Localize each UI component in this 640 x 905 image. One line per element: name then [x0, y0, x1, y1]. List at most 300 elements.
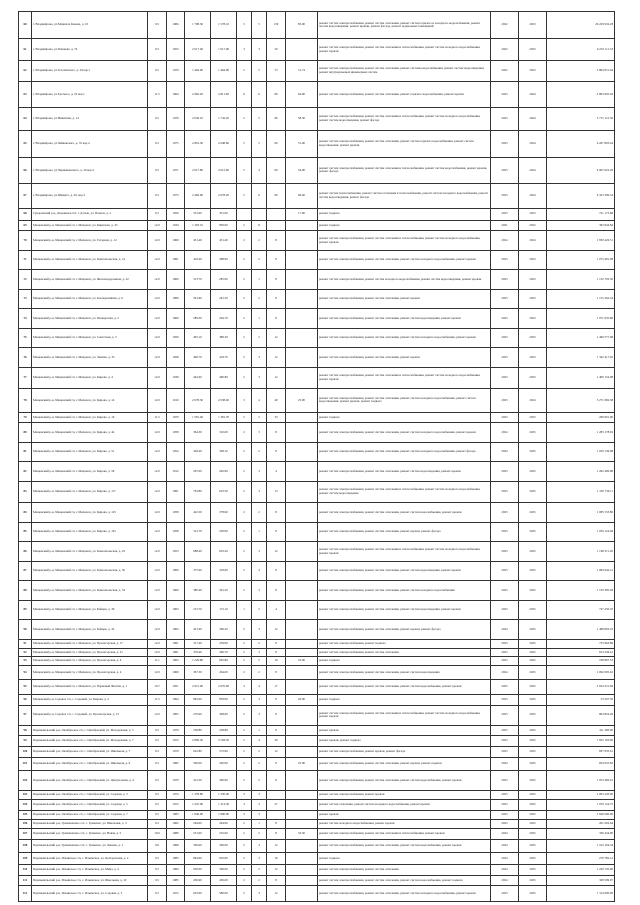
table-row — [19, 648, 615, 657]
address-cell: Перемышльский р-н, Ильинское с/п, с. Ильинское, ул. Центральная, д. 2 — [32, 853, 148, 865]
wall-cell: 6.5 — [148, 208, 167, 220]
table-row — [19, 853, 615, 865]
extra-area-cell — [286, 771, 318, 791]
entrances-cell: 1 — [252, 820, 267, 829]
address-cell: г. Владимiрово, ул.Маршала Конева, д. 10 — [32, 12, 148, 39]
end-year-cell: 2023 — [519, 348, 547, 368]
cost-cell: 721 173.68 — [547, 208, 615, 220]
living-area-cell: 1 350.00 — [211, 790, 237, 799]
start-year-cell: 2022 — [491, 39, 519, 60]
works-cell: ремонт систем электроснабжения, ремонт систем отопления — [318, 648, 491, 657]
entrances-cell: 6 — [252, 183, 267, 208]
floors-cell: 2 — [237, 542, 252, 562]
end-year-cell: 2025 — [519, 522, 547, 542]
row-number: 83 — [19, 481, 32, 502]
row-number: 109 — [19, 853, 32, 865]
address-cell: Мещовский р-н, Мещовский гп, г. Мещовск, ул. Кирова, д. 161 — [32, 522, 148, 542]
wall-cell: 12.0 — [148, 522, 167, 542]
start-year-cell: 2023 — [491, 799, 519, 811]
entrances-cell: 3 — [252, 423, 267, 443]
end-year-cell: 2025 — [519, 695, 547, 706]
entrances-cell: 3 — [252, 348, 267, 368]
floors-cell: 2 — [237, 231, 252, 251]
address-cell: Перемышльский р-н, Октябрьское с/п, с. Октябрьский, ул. Садовая, д. 5 — [32, 799, 148, 811]
floors-cell: 5 — [237, 60, 252, 81]
works-cell: ремонт систем электроснабжения, ремонт систем отопления, ремонт кровли, ремонт подвала — [318, 757, 491, 771]
wall-cell: 9.5 — [148, 864, 167, 875]
extra-area-cell — [286, 581, 318, 601]
works-cell: ремонт систем электроснабжения, ремонт систем отопления, ремонт кровли — [318, 348, 491, 368]
end-year-cell: 2025 — [519, 462, 547, 482]
end-year-cell: 2024 — [519, 130, 547, 157]
extra-area-cell: 64.00 — [286, 82, 318, 107]
floors-cell: 3 — [237, 799, 252, 811]
total-area-cell: 267.00 — [185, 462, 211, 482]
row-number: 112 — [19, 886, 32, 902]
cost-cell: 270 782.12 — [547, 853, 615, 865]
works-cell: ремонт систем электроснабжения, ремонт систем отопления, ремонт систем горячего водоснабжения, ремонт систем водоотведения, ремонт кровли — [318, 130, 491, 157]
residents-cell: 8 — [267, 695, 286, 706]
residents-cell: 8 — [267, 820, 286, 829]
year-built-cell: 1950 — [167, 208, 185, 220]
cost-cell: 733 964.89 — [547, 639, 615, 648]
table-row — [19, 811, 615, 820]
living-area-cell: 1 381.70 — [211, 412, 237, 423]
living-area-cell: 264.70 — [211, 309, 237, 329]
floors-cell — [237, 208, 252, 220]
total-area-cell: 2 078.30 — [185, 389, 211, 412]
address-cell: Мещовский р-н, Мещовский гп, г. Мещовск, ул. Комсомольская, д. 45 — [32, 542, 148, 562]
row-number: 111 — [19, 875, 32, 886]
row-number: 93 — [19, 657, 32, 666]
residents-cell: 90 — [267, 183, 286, 208]
cost-cell: 1 056 124.48 — [547, 522, 615, 542]
table-row — [19, 82, 615, 107]
extra-area-cell — [286, 875, 318, 886]
residents-cell: 96 — [267, 107, 286, 130]
floors-cell: 2 — [237, 771, 252, 791]
row-number: 106 — [19, 820, 32, 829]
cost-cell: 747 450.35 — [547, 600, 615, 620]
cost-cell: 3 804 051.64 — [547, 60, 615, 81]
wall-cell: 9.5 — [148, 736, 167, 747]
extra-area-cell — [286, 561, 318, 581]
cost-cell: 2 024 521.69 — [547, 679, 615, 695]
floors-cell: 2 — [237, 442, 252, 462]
extra-area-cell — [286, 820, 318, 829]
end-year-cell: 2023 — [519, 250, 547, 270]
address-cell: Перемышльский р-н, Октябрьское с/п, с. Октябрьский, ул. Школьная, д. 7 — [32, 746, 148, 757]
year-built-cell: 1960 — [167, 581, 185, 601]
table-row — [19, 695, 615, 706]
cost-cell: 1 075 481.08 — [547, 250, 615, 270]
year-built-cell: 1961 — [167, 639, 185, 648]
living-area-cell: 2 670.60 — [211, 679, 237, 695]
works-cell: ремонт систем электроснабжения, ремонт систем отопления, ремонт систем горячего и холодного водоснабжения, ремонт систем водоотведения, ремонт кровли, ремонт фасада, ремонт подвальных помещений — [318, 12, 491, 39]
start-year-cell: 2025 — [491, 679, 519, 695]
works-cell: ремонт систем электроснабжения, ремонт систем отопления, ремонт систем водоотведения, ремонт кровли — [318, 561, 491, 581]
works-cell: ремонт систем электроснабжения, ремонт систем отопления, ремонт систем водоотведения, ремонт кровли — [318, 462, 491, 482]
start-year-cell: 2021 — [491, 220, 519, 231]
living-area-cell: 431.40 — [211, 231, 237, 251]
cost-cell: 6 267 893.44 — [547, 130, 615, 157]
total-area-cell: 376.40 — [185, 648, 211, 657]
cost-cell: 1 830 426.51 — [547, 231, 615, 251]
start-year-cell: 2024 — [491, 231, 519, 251]
wall-cell: 11.5 — [148, 695, 167, 706]
end-year-cell: 2025 — [519, 746, 547, 757]
address-cell: Перемышльский р-н, Ильинское с/п, с. Ильинское, ул. Школьная, д. 10 — [32, 875, 148, 886]
floors-cell: 3 — [237, 39, 252, 60]
wall-cell: 12.0 — [148, 561, 167, 581]
floors-cell: 2 — [237, 639, 252, 648]
entrances-cell: 2 — [252, 771, 267, 791]
residents-cell: 39 — [267, 736, 286, 747]
total-area-cell: 2 617.80 — [185, 158, 211, 183]
total-area-cell: 279.90 — [185, 706, 211, 726]
residents-cell — [267, 811, 286, 820]
year-built-cell: 1970 — [167, 746, 185, 757]
cost-cell: 201 602.64 — [547, 820, 615, 829]
wall-cell: 10.0 — [148, 828, 167, 839]
total-area-cell: 364.30 — [185, 423, 211, 443]
total-area-cell: 412.50 — [185, 771, 211, 791]
residents-cell: 8 — [267, 309, 286, 329]
residents-cell: 8 — [267, 875, 286, 886]
table-row — [19, 208, 615, 220]
residents-cell: 8 — [267, 270, 286, 290]
residents-cell: 60 — [267, 130, 286, 157]
address-cell: Перемышльский р-н, Октябрьское с/п, с. Октябрьский, ул. Садовая, д. 3 — [32, 790, 148, 799]
table-row — [19, 481, 615, 502]
floors-cell: 3 — [237, 679, 252, 695]
works-cell: ремонт систем электроснабжения, ремонт систем отопления, ремонт систем водоотведения, ремонт кровли — [318, 600, 491, 620]
cost-cell: 1 168 311.20 — [547, 542, 615, 562]
row-number: 77 — [19, 367, 32, 388]
address-cell: Мещовский р-н, Мещовский гп, г. Мещовск, ул. Пролетарская, д. 21 — [32, 648, 148, 657]
entrances-cell: 5 — [252, 60, 267, 81]
cost-cell: 1 400 154.08 — [547, 367, 615, 388]
year-built-cell: 1972 — [167, 799, 185, 811]
wall-cell: 9.5 — [148, 183, 167, 208]
table-row — [19, 250, 615, 270]
total-area-cell: 331.00 — [185, 208, 211, 220]
wall-cell: 12.0 — [148, 503, 167, 523]
living-area-cell: 361.20 — [211, 581, 237, 601]
floors-cell: 2 — [237, 706, 252, 726]
entrances-cell: 1 — [252, 309, 267, 329]
year-built-cell: 1963 — [167, 600, 185, 620]
extra-area-cell — [286, 736, 318, 747]
end-year-cell: 2023 — [519, 328, 547, 348]
year-built-cell: 1975 — [167, 130, 185, 157]
year-built-cell: 1971 — [167, 158, 185, 183]
register-page — [18, 11, 614, 901]
extra-area-cell — [286, 706, 318, 726]
table-row — [19, 820, 615, 829]
cost-cell: 1 159 385.28 — [547, 581, 615, 601]
entrances-cell: 3 — [252, 542, 267, 562]
table-row — [19, 503, 615, 523]
cost-cell: 1 469 577.68 — [547, 328, 615, 348]
residents-cell: 4 — [267, 462, 286, 482]
residents-cell: 27 — [267, 799, 286, 811]
table-row — [19, 423, 615, 443]
extra-area-cell — [286, 799, 318, 811]
works-cell: ремонт подвала — [318, 657, 491, 666]
row-number: 108 — [19, 839, 32, 853]
end-year-cell: 2024 — [519, 158, 547, 183]
extra-area-cell: 85.00 — [286, 12, 318, 39]
year-built-cell: 1984 — [167, 12, 185, 39]
living-area-cell: 400.80 — [211, 367, 237, 388]
total-area-cell: 442.00 — [185, 367, 211, 388]
entrances-cell: 2 — [252, 864, 267, 875]
living-area-cell: 450.00 — [211, 757, 237, 771]
residents-cell: 8 — [267, 666, 286, 680]
start-year-cell: 2023 — [491, 736, 519, 747]
year-built-cell: 1954 — [167, 442, 185, 462]
start-year-cell: 2022 — [491, 60, 519, 81]
row-number: 74 — [19, 309, 32, 329]
year-built-cell: 1963 — [167, 657, 185, 666]
works-cell: ремонт систем электроснабжения, ремонт систем отопления — [318, 864, 491, 875]
extra-area-cell — [286, 522, 318, 542]
row-number: 72 — [19, 270, 32, 290]
year-built-cell: 1974 — [167, 790, 185, 799]
start-year-cell: 2023 — [491, 328, 519, 348]
works-cell: ремонт систем электроснабжения, ремонт систем отопления и теплоснабжения, ремонт систем холодного водоснабжения, ремонт кровли — [318, 542, 491, 562]
entrances-cell: 3 — [252, 799, 267, 811]
living-area-cell: 1 800.00 — [211, 811, 237, 820]
extra-area-cell: 25.00 — [286, 389, 318, 412]
floors-cell: 2 — [237, 250, 252, 270]
row-number: 68 — [19, 208, 32, 220]
entrances-cell: 2 — [252, 639, 267, 648]
start-year-cell: 2023 — [491, 542, 519, 562]
start-year-cell: 2023 — [491, 412, 519, 423]
table-row — [19, 522, 615, 542]
extra-area-cell — [286, 503, 318, 523]
row-number: 86 — [19, 542, 32, 562]
residents-cell: 12 — [267, 839, 286, 853]
works-cell: ремонт систем электроснабжения, ремонт систем отопления, ремонт кровли, ремонт фасада — [318, 620, 491, 640]
cost-cell: 1 330 730.11 — [547, 481, 615, 502]
address-cell: Мещовский р-н, Мещовский гп, г. Мещовск, ул. Кирова, д. 125 — [32, 503, 148, 523]
residents-cell: 130 — [267, 12, 286, 39]
year-built-cell: 1958 — [167, 348, 185, 368]
total-area-cell: 317.40 — [185, 639, 211, 648]
living-area-cell: 2 648.60 — [211, 130, 237, 157]
living-area-cell: 450.00 — [211, 875, 237, 886]
living-area-cell: 810.00 — [211, 853, 237, 865]
entrances-cell: 4 — [252, 736, 267, 747]
works-cell: ремонт систем электроснабжения, ремонт систем отопления, ремонт кровли — [318, 289, 491, 309]
total-area-cell: 763.80 — [185, 481, 211, 502]
wall-cell: 12.0 — [148, 542, 167, 562]
address-cell: Мещовский р-н, Мещовский гп, г. Мещовск, ул. Железнодорожная, д. 22 — [32, 270, 148, 290]
total-area-cell: 1 378.80 — [185, 790, 211, 799]
row-number: 75 — [19, 328, 32, 348]
floors-cell: 2 — [237, 620, 252, 640]
row-number: 98 — [19, 725, 32, 736]
floors-cell: 2 — [237, 657, 252, 666]
works-cell: ремонт систем электроснабжения, ремонт систем отопления, ремонт систем холодного водоснабжения — [318, 581, 491, 601]
total-area-cell: 251.00 — [185, 828, 211, 839]
entrances-cell: 3 — [252, 481, 267, 502]
address-cell: г. Владимiрово, ул.Никитина, д. 14 — [32, 107, 148, 130]
row-number: 63 — [19, 82, 32, 107]
wall-cell: 12.0 — [148, 270, 167, 290]
total-area-cell: 380.40 — [185, 581, 211, 601]
row-number: 89 — [19, 600, 32, 620]
residents-cell: 16 — [267, 853, 286, 865]
address-cell: Мещовский р-н, Садовое с/п, с. Садовый, ул. Пролетарская, д. 15 — [32, 706, 148, 726]
living-area-cell: 306.20 — [211, 620, 237, 640]
start-year-cell: 2023 — [491, 130, 519, 157]
year-built-cell: 1982 — [167, 757, 185, 771]
wall-cell: 12.0 — [148, 389, 167, 412]
works-cell: ремонт систем электроснабжения, ремонт систем отопления, ремонт горячего водоснабжения, ремонт кровли — [318, 82, 491, 107]
floors-cell: 2 — [237, 270, 252, 290]
start-year-cell: 2023 — [491, 348, 519, 368]
living-area-cell: 285.00 — [211, 270, 237, 290]
living-area-cell: 172.10 — [211, 600, 237, 620]
table-row — [19, 771, 615, 791]
end-year-cell: 2025 — [519, 542, 547, 562]
row-number: 84 — [19, 503, 32, 523]
start-year-cell: 2023 — [491, 250, 519, 270]
living-area-cell: 308.60 — [211, 706, 237, 726]
cost-cell: 1 220 745.00 — [547, 864, 615, 875]
works-cell: ремонт систем теплоснабжения, ремонт систем отопления и теплоснабжения, ремонт систем холодного водоснабжения, ремонт систем водоотведения, ремонт фасада — [318, 183, 491, 208]
year-built-cell: 1960 — [167, 561, 185, 581]
wall-cell: 9.5 — [148, 746, 167, 757]
start-year-cell: 2023 — [491, 158, 519, 183]
floors-cell: 2 — [237, 481, 252, 502]
address-cell: г. Владимiрово, ул.Чернышевского, д. 29 кор.2 — [32, 158, 148, 183]
table-row — [19, 790, 615, 799]
entrances-cell: 11 — [252, 220, 267, 231]
address-cell: Мещовский р-н, Садовое с/п, с. Садовый, ул. Кирова, д. 2 — [32, 695, 148, 706]
start-year-cell: 2024 — [491, 875, 519, 886]
total-area-cell: 456.90 — [185, 875, 211, 886]
start-year-cell: 2022 — [491, 12, 519, 39]
extra-area-cell — [286, 679, 318, 695]
year-built-cell: 1976 — [167, 107, 185, 130]
table-row — [19, 289, 615, 309]
residents-cell: 17 — [267, 679, 286, 695]
start-year-cell: 2023 — [491, 706, 519, 726]
address-cell: Мещовский р-н, Мещовский гп, г. Мещовск, ул. Гагарина, д. 12 — [32, 231, 148, 251]
start-year-cell: 2023 — [491, 208, 519, 220]
extra-area-cell: 58.30 — [286, 107, 318, 130]
year-built-cell: 1970 — [167, 771, 185, 791]
residents-cell: 73 — [267, 60, 286, 81]
floors-cell: 1 — [237, 600, 252, 620]
works-cell: ремонт систем электроснабжения, ремонт систем отопления, ремонт систем водоснабжения, ремонт кровли — [318, 839, 491, 853]
row-number: 76 — [19, 348, 32, 368]
address-cell: Мещовский р-н, Мещовский гп, г. Мещовск, ул. Пролетарская, д. 4 — [32, 666, 148, 680]
works-cell: ремонт систем электроснабжения, ремонт систем отопления и теплоснабжения, ремонт систем холодного водоснабжения, ремонт систем водоотведения — [318, 481, 491, 502]
living-area-cell: 610.50 — [211, 481, 237, 502]
start-year-cell: 2025 — [491, 725, 519, 736]
total-area-cell: 1 840.00 — [185, 811, 211, 820]
wall-cell: 9.5 — [148, 757, 167, 771]
end-year-cell: 2024 — [519, 183, 547, 208]
wall-cell: 10.7 — [148, 679, 167, 695]
extra-area-cell — [286, 250, 318, 270]
total-area-cell: 622.80 — [185, 746, 211, 757]
living-area-cell: 318.60 — [211, 561, 237, 581]
living-area-cell: 836.00 — [211, 220, 237, 231]
address-cell: Перемышльский р-н, Октябрьское с/п, с. Октябрьский, ул. Центральная, д. 4 — [32, 771, 148, 791]
row-number: 62 — [19, 60, 32, 81]
wall-cell: 12.0 — [148, 666, 167, 680]
address-cell: Перемышльский р-н, Ильинское с/п, с. Ильинское, ул. Мира, д. 4 — [32, 864, 148, 875]
entrances-cell: 4 — [252, 679, 267, 695]
row-number: 80 — [19, 423, 32, 443]
floors-cell: 2 — [237, 839, 252, 853]
start-year-cell: 2023 — [491, 648, 519, 657]
cost-cell: 2 640 000.00 — [547, 811, 615, 820]
cost-cell: 1 059 136.98 — [547, 442, 615, 462]
total-area-cell: 688.40 — [185, 542, 211, 562]
year-built-cell: 1973 — [167, 183, 185, 208]
extra-area-cell — [286, 348, 318, 368]
wall-cell: 9.5 — [148, 853, 167, 865]
entrances-cell: 1 — [252, 725, 267, 736]
living-area-cell: 632.20 — [211, 542, 237, 562]
wall-cell: 9.5 — [148, 811, 167, 820]
start-year-cell: 2023 — [491, 107, 519, 130]
floors-cell: 2 — [237, 367, 252, 388]
entrances-cell: 3 — [252, 39, 267, 60]
residents-cell: 12 — [267, 886, 286, 902]
total-area-cell: 301.60 — [185, 289, 211, 309]
entrances-cell — [252, 208, 267, 220]
end-year-cell: 2023 — [519, 289, 547, 309]
end-year-cell: 2023 — [519, 412, 547, 423]
end-year-cell: 2023 — [519, 309, 547, 329]
start-year-cell: 2023 — [491, 657, 519, 666]
residents-cell: 8 — [267, 503, 286, 523]
end-year-cell: 2025 — [519, 503, 547, 523]
year-built-cell: 1962 — [167, 820, 185, 829]
living-area-cell: 258.80 — [211, 725, 237, 736]
year-built-cell: 1970 — [167, 412, 185, 423]
wall-cell: 9.5 — [148, 820, 167, 829]
start-year-cell: 2023 — [491, 462, 519, 482]
year-built-cell: 1951 — [167, 679, 185, 695]
living-area-cell: 239.00 — [211, 639, 237, 648]
year-built-cell: 1953 — [167, 542, 185, 562]
residents-cell: 8 — [267, 771, 286, 791]
residents-cell: 8 — [267, 442, 286, 462]
address-cell: г. Владимiрово, ул.Пашкова, д. 74 — [32, 39, 148, 60]
extra-area-cell: 54.00 — [286, 158, 318, 183]
entrances-cell: 3 — [252, 648, 267, 657]
table-row — [19, 875, 615, 886]
living-area-cell: 260.70 — [211, 648, 237, 657]
entrances-cell: 6 — [252, 82, 267, 107]
cost-cell: 3 715 121.50 — [547, 107, 615, 130]
row-number: 92 — [19, 648, 32, 657]
extra-area-cell: 51.00 — [286, 130, 318, 157]
wall-cell: 12.0 — [148, 220, 167, 231]
total-area-cell: 1 464.90 — [185, 60, 211, 81]
floors-cell: 2 — [237, 462, 252, 482]
